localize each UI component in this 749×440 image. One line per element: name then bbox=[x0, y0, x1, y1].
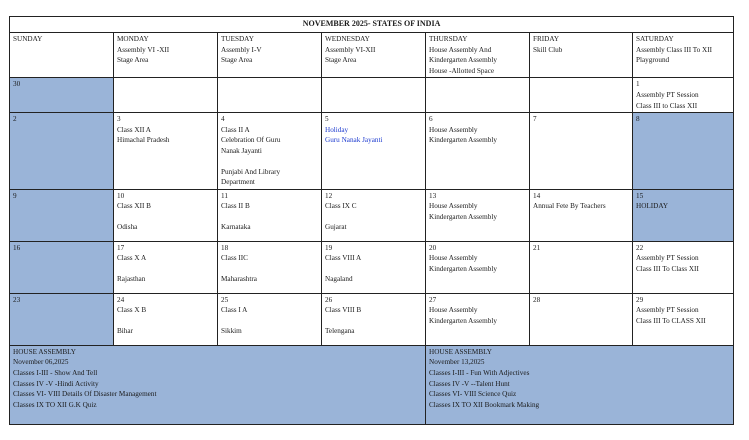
cell-text-line: Classes I-III - Fun With Adjectives bbox=[429, 368, 530, 377]
day-cell bbox=[322, 189, 426, 241]
cell-text-line bbox=[117, 316, 214, 326]
day-cell bbox=[633, 113, 734, 190]
cell-text-line: Class IX C bbox=[325, 202, 357, 211]
weekday-header-friday bbox=[530, 33, 633, 78]
weekday-header-tuesday bbox=[218, 33, 322, 78]
cell-text-line: Classes IX TO XII Bookmark Making bbox=[429, 400, 540, 409]
cell-text-line: Classes VI- VIII Details Of Disaster Management bbox=[13, 390, 157, 399]
day-number: 23 bbox=[13, 295, 21, 304]
day-cell bbox=[322, 78, 426, 113]
cell-text-line: Sikkim bbox=[221, 326, 242, 335]
day-cell bbox=[530, 241, 633, 293]
day-cell bbox=[114, 189, 218, 241]
day-cell bbox=[633, 78, 734, 113]
weekday-header-thursday bbox=[426, 33, 530, 78]
day-cell bbox=[426, 189, 530, 241]
day-number: 19 bbox=[325, 243, 333, 252]
cell-text-line: Classes IV -V --Talent Hunt bbox=[429, 379, 510, 388]
day-number: 5 bbox=[325, 115, 329, 124]
cell-text-line: Celebration Of Guru bbox=[221, 136, 281, 145]
weekday-header-wednesday bbox=[322, 33, 426, 78]
day-cell bbox=[322, 241, 426, 293]
day-cell bbox=[633, 293, 734, 345]
calendar-sheet bbox=[9, 16, 733, 425]
day-number: 12 bbox=[325, 191, 333, 200]
day-number: 21 bbox=[533, 243, 541, 252]
cell-text-line: Kindergarten Assembly bbox=[429, 56, 497, 65]
day-cell bbox=[10, 113, 114, 190]
weekday-label: SATURDAY bbox=[636, 35, 674, 43]
week-row bbox=[10, 241, 734, 293]
cell-text-line: Maharashtra bbox=[221, 274, 257, 283]
cell-text-line: Gujarat bbox=[325, 222, 347, 231]
cell-text-line bbox=[117, 212, 214, 222]
cell-text-line: Class II A bbox=[221, 125, 250, 134]
day-cell bbox=[10, 293, 114, 345]
cell-text-line: Department bbox=[221, 178, 255, 187]
day-cell bbox=[530, 189, 633, 241]
week-row bbox=[10, 113, 734, 190]
day-number: 4 bbox=[221, 115, 225, 124]
cell-text-line: Nagaland bbox=[325, 274, 353, 283]
cell-text-line: HOUSE ASSEMBLY bbox=[13, 347, 76, 356]
cell-text-line: Assembly PT Session bbox=[636, 90, 699, 99]
cell-text-line: HOUSE ASSEMBLY bbox=[429, 347, 492, 356]
day-number: 27 bbox=[429, 295, 437, 304]
day-cell bbox=[426, 113, 530, 190]
cell-text-line: Class XII B bbox=[117, 202, 151, 211]
cell-text-line bbox=[221, 157, 318, 167]
day-number: 18 bbox=[221, 243, 229, 252]
cell-text-line: Rajasthan bbox=[117, 274, 146, 283]
house-assembly-block bbox=[10, 345, 426, 424]
cell-text-line: Class I A bbox=[221, 306, 248, 315]
cell-text-line: Telengana bbox=[325, 326, 355, 335]
week-row bbox=[10, 293, 734, 345]
cell-text-line: Himachal Pradesh bbox=[117, 136, 170, 145]
cell-text-line: Classes VI- VIII Science Quiz bbox=[429, 390, 517, 399]
house-assembly-block bbox=[426, 345, 734, 424]
cell-text-line: Class III to Class XII bbox=[636, 101, 698, 110]
day-number: 24 bbox=[117, 295, 125, 304]
day-cell bbox=[218, 113, 322, 190]
cell-text-line: Assembly Class III To XII bbox=[636, 45, 713, 54]
cell-text-line: Skill Club bbox=[533, 45, 563, 54]
cell-text-line: Stage Area bbox=[325, 56, 357, 65]
weekday-label: SUNDAY bbox=[13, 35, 43, 43]
cell-text-line: Classes I-III - Show And Tell bbox=[13, 368, 98, 377]
weekday-header-sunday bbox=[10, 33, 114, 78]
cell-text-line: Stage Area bbox=[221, 56, 253, 65]
cell-text-line: Class VIII A bbox=[325, 254, 362, 263]
week-row bbox=[10, 78, 734, 113]
day-number: 10 bbox=[117, 191, 125, 200]
weekday-label: MONDAY bbox=[117, 35, 149, 43]
day-number: 15 bbox=[636, 191, 644, 200]
day-number: 11 bbox=[221, 191, 228, 200]
cell-text-line bbox=[325, 316, 422, 326]
day-number: 9 bbox=[13, 191, 17, 200]
cell-text-line: Playground bbox=[636, 56, 670, 65]
house-assembly-footer bbox=[10, 345, 734, 424]
calendar-table bbox=[9, 16, 734, 425]
day-number: 6 bbox=[429, 115, 433, 124]
calendar-title: NOVEMBER 2025- STATES OF INDIA bbox=[10, 17, 734, 33]
day-number: 2 bbox=[13, 115, 17, 124]
day-cell bbox=[426, 78, 530, 113]
day-number: 14 bbox=[533, 191, 541, 200]
cell-text-line: House Assembly bbox=[429, 202, 478, 211]
cell-text-line: November 06,2025 bbox=[13, 358, 69, 367]
day-cell bbox=[218, 293, 322, 345]
day-number: 22 bbox=[636, 243, 644, 252]
cell-text-line: Class II B bbox=[221, 202, 250, 211]
cell-text-line: Kindergarten Assembly bbox=[429, 316, 497, 325]
calendar-weeks bbox=[10, 78, 734, 345]
day-number: 26 bbox=[325, 295, 333, 304]
day-cell bbox=[218, 189, 322, 241]
cell-text-line: Classes IX TO XII G.K Quiz bbox=[13, 400, 97, 409]
day-number: 1 bbox=[636, 80, 640, 89]
day-cell bbox=[114, 113, 218, 190]
day-cell bbox=[114, 78, 218, 113]
weekday-label: TUESDAY bbox=[221, 35, 254, 43]
week-row bbox=[10, 189, 734, 241]
cell-text-line: Class III To CLASS XII bbox=[636, 316, 706, 325]
day-cell bbox=[10, 241, 114, 293]
day-cell bbox=[530, 113, 633, 190]
day-number: 8 bbox=[636, 115, 640, 124]
day-cell bbox=[633, 189, 734, 241]
cell-text-line: Class III To Class XII bbox=[636, 264, 699, 273]
cell-text-line: Holiday bbox=[325, 125, 349, 134]
cell-text-line: Kindergarten Assembly bbox=[429, 136, 497, 145]
day-cell bbox=[10, 78, 114, 113]
weekday-header-monday bbox=[114, 33, 218, 78]
cell-text-line: House Assembly And bbox=[429, 45, 492, 54]
cell-text-line: Class VIII B bbox=[325, 306, 362, 315]
day-number: 28 bbox=[533, 295, 541, 304]
day-number: 25 bbox=[221, 295, 229, 304]
cell-text-line: Kindergarten Assembly bbox=[429, 212, 497, 221]
day-cell bbox=[114, 293, 218, 345]
day-number: 20 bbox=[429, 243, 437, 252]
cell-text-line: Class XII A bbox=[117, 125, 151, 134]
cell-text-line: Assembly VI-XII bbox=[325, 45, 376, 54]
day-number: 17 bbox=[117, 243, 125, 252]
day-cell bbox=[10, 189, 114, 241]
day-number: 16 bbox=[13, 243, 21, 252]
cell-text-line: House Assembly bbox=[429, 254, 478, 263]
cell-text-line bbox=[325, 212, 422, 222]
cell-text-line: Odisha bbox=[117, 222, 138, 231]
day-cell bbox=[426, 293, 530, 345]
weekday-header-saturday bbox=[633, 33, 734, 78]
day-number: 30 bbox=[13, 80, 21, 89]
cell-text-line: Class X B bbox=[117, 306, 147, 315]
day-number: 3 bbox=[117, 115, 121, 124]
day-number: 7 bbox=[533, 115, 537, 124]
day-number: 29 bbox=[636, 295, 644, 304]
cell-text-line: HOLIDAY bbox=[636, 202, 669, 211]
cell-text-line: Guru Nanak Jayanti bbox=[325, 136, 383, 145]
cell-text-line: Assembly PT Session bbox=[636, 306, 699, 315]
cell-text-line: Bihar bbox=[117, 326, 133, 335]
cell-text-line: Assembly I-V bbox=[221, 45, 262, 54]
cell-text-line bbox=[221, 264, 318, 274]
day-cell bbox=[322, 113, 426, 190]
day-cell bbox=[530, 78, 633, 113]
day-cell bbox=[633, 241, 734, 293]
cell-text-line: Annual Fete By Teachers bbox=[533, 202, 606, 211]
weekday-label: THURSDAY bbox=[429, 35, 468, 43]
day-cell bbox=[218, 241, 322, 293]
cell-text-line: Punjabi And Library bbox=[221, 167, 281, 176]
cell-text-line: Karnataka bbox=[221, 222, 251, 231]
day-cell bbox=[322, 293, 426, 345]
day-cell bbox=[114, 241, 218, 293]
cell-text-line: Assembly PT Session bbox=[636, 254, 699, 263]
day-cell bbox=[530, 293, 633, 345]
weekday-label: FRIDAY bbox=[533, 35, 560, 43]
cell-text-line bbox=[117, 264, 214, 274]
cell-text-line: Class X A bbox=[117, 254, 147, 263]
cell-text-line: Classes IV -V -Hindi Activity bbox=[13, 379, 99, 388]
weekday-header-row bbox=[10, 33, 734, 78]
cell-text-line: House Assembly bbox=[429, 125, 478, 134]
cell-text-line: House Assembly bbox=[429, 306, 478, 315]
cell-text-line bbox=[221, 316, 318, 326]
cell-text-line: November 13,2025 bbox=[429, 358, 485, 367]
cell-text-line: Stage Area bbox=[117, 56, 149, 65]
day-cell bbox=[218, 78, 322, 113]
day-number: 13 bbox=[429, 191, 437, 200]
cell-text-line bbox=[325, 264, 422, 274]
cell-text-line: House -Allotted Space bbox=[429, 66, 495, 75]
cell-text-line: Class IIC bbox=[221, 254, 248, 263]
cell-text-line bbox=[221, 212, 318, 222]
weekday-label: WEDNESDAY bbox=[325, 35, 370, 43]
cell-text-line: Kindergarten Assembly bbox=[429, 264, 497, 273]
cell-text-line: Assembly VI -XII bbox=[117, 45, 170, 54]
cell-text-line: Nanak Jayanti bbox=[221, 146, 262, 155]
day-cell bbox=[426, 241, 530, 293]
